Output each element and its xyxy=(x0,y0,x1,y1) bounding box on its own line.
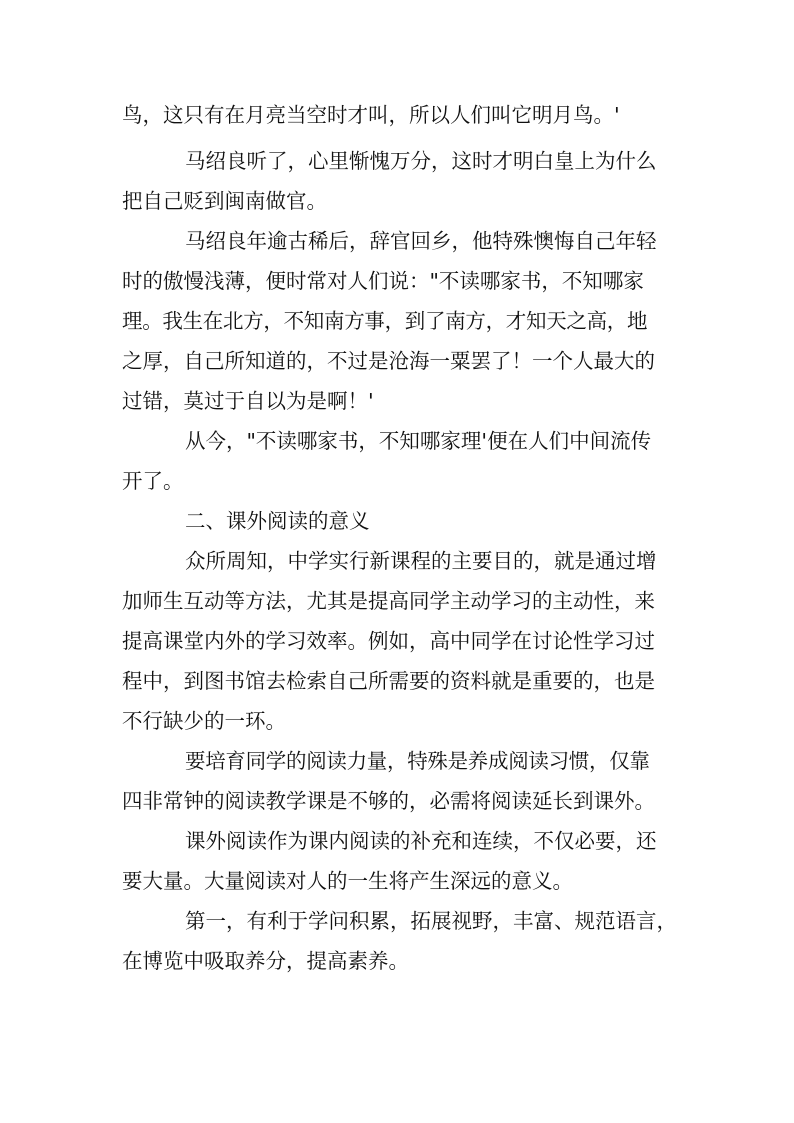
text-line: 第一，有利于学问积累，拓展视野，丰富、规范语言， xyxy=(185,909,677,933)
text-line: 马绍良听了，心里惭愧万分，这时才明白皇上为什么 xyxy=(185,149,657,173)
text-line: 要培育同学的阅读力量，特殊是养成阅读习惯，仅靠 xyxy=(185,749,650,773)
text-line: 程中，到图书馆去检索自己所需要的资料就是重要的，也是 xyxy=(122,669,655,693)
text-line: 提高课堂内外的学习效率。例如，高中同学在讨论性学习过 xyxy=(122,629,655,653)
text-line: 鸟，这只有在月亮当空时才叫，所以人们叫它明月鸟。' xyxy=(122,103,620,127)
section-heading: 二、课外阅读的意义 xyxy=(185,509,370,533)
text-line: 时的傲慢浅薄，便时常对人们说："不读哪家书，不知哪家 xyxy=(122,269,644,293)
text-line: 过错，莫过于自以为是啊！' xyxy=(122,389,374,413)
text-line: 在博览中吸取养分，提高素养。 xyxy=(122,949,409,973)
text-line: 马绍良年逾古稀后，辞官回乡，他特殊懊悔自己年轻 xyxy=(185,229,657,253)
text-line: 四非常钟的阅读教学课是不够的，必需将阅读延长到课外。 xyxy=(122,789,655,813)
text-line: 不行缺少的一环。 xyxy=(122,709,286,733)
text-line: 从今，"不读哪家书，不知哪家理'便在人们中间流传 xyxy=(185,429,652,453)
text-line: 众所周知，中学实行新课程的主要目的，就是通过增 xyxy=(185,549,657,573)
text-line: 开了。 xyxy=(122,469,184,493)
text-line: 之厚，自己所知道的，不过是沧海一粟罢了！一个人最大的 xyxy=(122,349,655,373)
text-line: 加师生互动等方法，尤其是提高同学主动学习的主动性，来 xyxy=(122,589,655,613)
text-line: 课外阅读作为课内阅读的补充和连续，不仅必要，还 xyxy=(185,829,657,853)
text-line: 把自己贬到闽南做官。 xyxy=(122,189,327,213)
text-line: 要大量。大量阅读对人的一生将产生深远的意义。 xyxy=(122,869,573,893)
text-line: 理。我生在北方，不知南方事，到了南方，才知天之高，地 xyxy=(122,309,648,333)
